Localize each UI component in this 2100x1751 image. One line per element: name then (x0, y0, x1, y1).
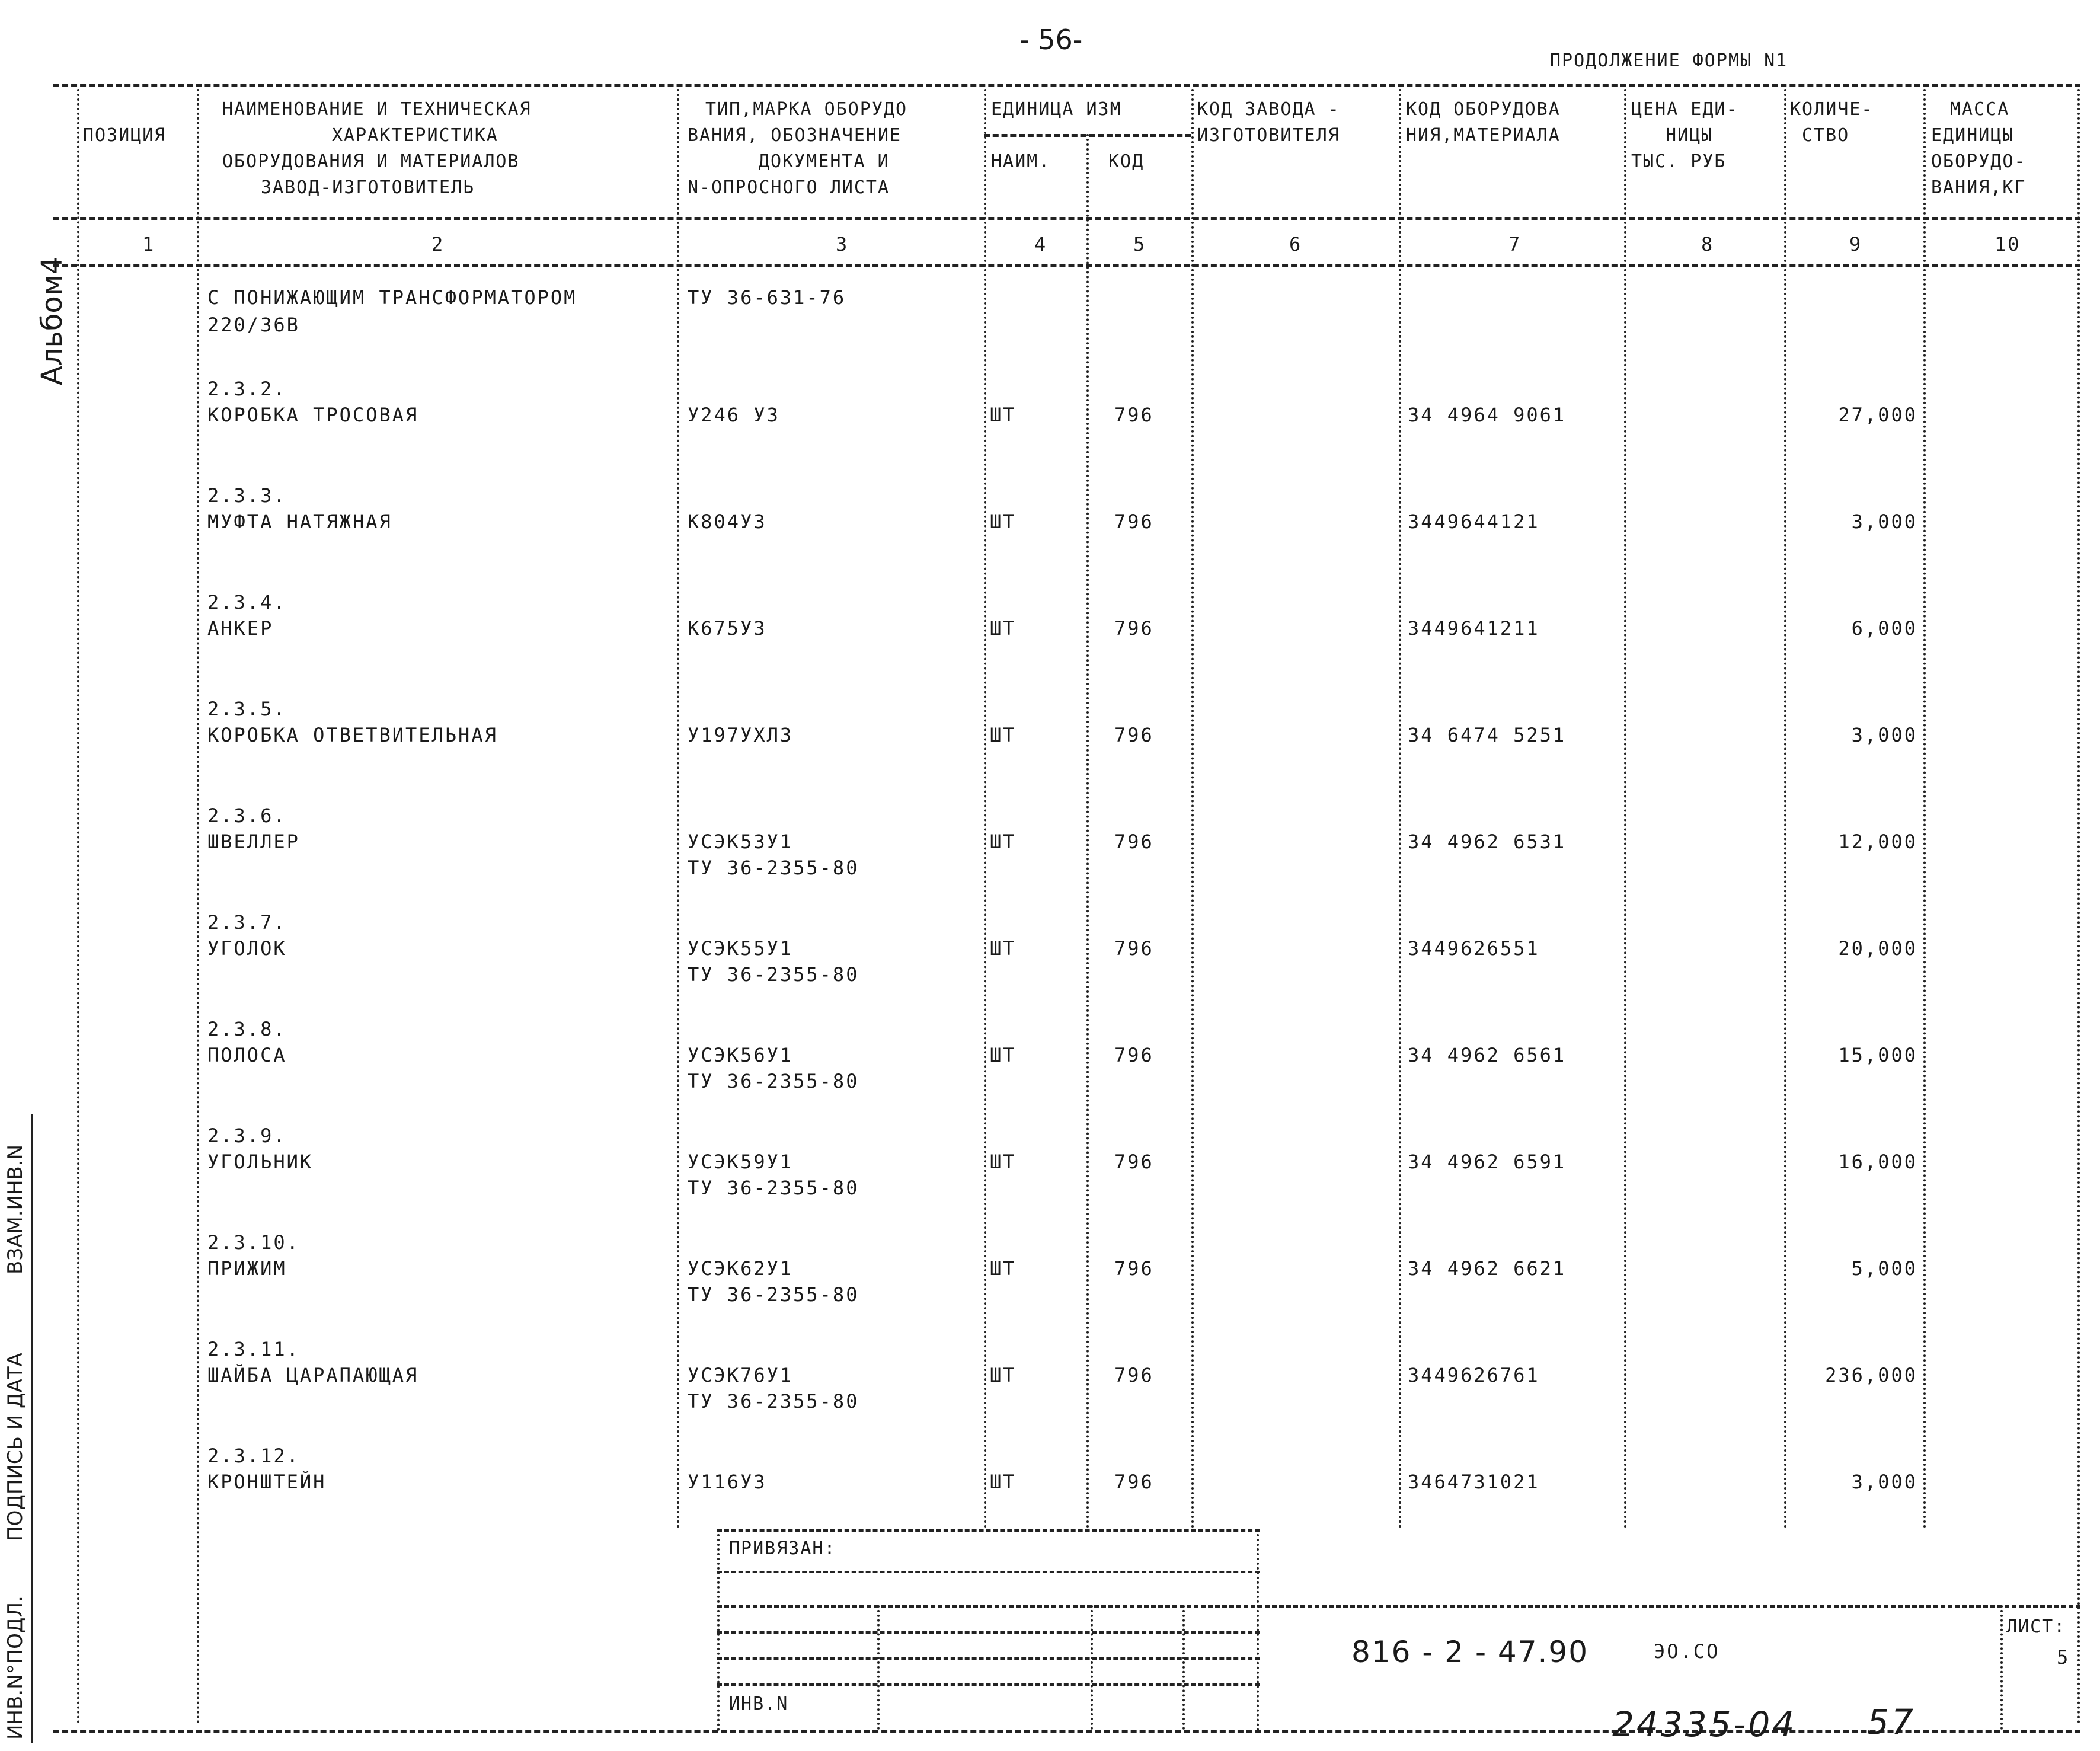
row-unit-code: 796 (1114, 404, 1154, 426)
row-name: КОРОБКА ОТВЕТВИТЕЛЬНАЯ (207, 724, 498, 746)
header-col9-line1: КОЛИЧЕ- (1790, 99, 1874, 120)
colnum-5: 5 (1133, 233, 1147, 255)
colnum-9: 9 (1849, 233, 1863, 255)
margin-stamp-frame (31, 1114, 33, 1743)
margin-label-replaced-inv: ВЗАМ.ИНВ.N (4, 1144, 27, 1274)
row-position: 2.3.12. (207, 1445, 300, 1467)
row-type: У246 У3 (688, 404, 780, 426)
row-unit-code: 796 (1114, 1257, 1154, 1280)
row-unit: ШТ (990, 830, 1017, 853)
handwritten-code: 24335-04 (1612, 1704, 1797, 1744)
header-col3-line1: ТИП,МАРКА ОБОРУДО (705, 99, 908, 120)
col-sep-8 (1784, 89, 1786, 1529)
row-name: КРОНШТЕЙН (207, 1471, 327, 1493)
row-position: 2.3.10. (207, 1231, 300, 1254)
col-sep-7 (1624, 89, 1626, 1529)
row-unit: ШТ (990, 1151, 1017, 1173)
row-equipment-code: 3449644121 (1408, 510, 1540, 533)
intro-doc: ТУ 36-631-76 (688, 286, 846, 309)
stamp-col-e (1257, 1529, 1259, 1731)
row-unit-code: 796 (1114, 830, 1154, 853)
row-name: ШВЕЛЛЕР (207, 830, 300, 853)
row-unit: ШТ (990, 1364, 1017, 1386)
row-doc: ТУ 36-2355-80 (688, 857, 859, 879)
header-col10-line4: ВАНИЯ,КГ (1931, 177, 2027, 198)
col-sep-1 (197, 89, 199, 1725)
colnum-4: 4 (1034, 233, 1048, 255)
row-unit: ШТ (990, 724, 1017, 746)
row-position: 2.3.3. (207, 484, 287, 507)
header-col10-line2: ЕДИНИЦЫ (1931, 125, 2015, 146)
row-doc: ТУ 36-2355-80 (688, 963, 859, 986)
header-unit-code: КОД (1108, 151, 1145, 172)
row-type: К675У3 (688, 617, 767, 640)
row-name: АНКЕР (207, 617, 274, 640)
row-unit: ШТ (990, 404, 1017, 426)
colnum-2: 2 (431, 233, 445, 255)
colnum-8: 8 (1701, 233, 1715, 255)
row-position: 2.3.5. (207, 698, 287, 720)
stamp-inv-label: ИНВ.N (729, 1694, 789, 1714)
col-sep-5 (1191, 89, 1194, 1529)
row-type: УСЭК59У1 (688, 1151, 794, 1173)
row-type: УСЭК53У1 (688, 830, 794, 853)
row-quantity: 16,000 (1838, 1151, 1917, 1173)
stamp-project-suffix: ЭО.СО (1654, 1640, 1720, 1663)
row-type: К804У3 (688, 510, 767, 533)
row-unit: ШТ (990, 937, 1017, 960)
row-equipment-code: 3449641211 (1408, 617, 1540, 640)
header-col8-line2: НИЦЫ (1666, 125, 1714, 146)
row-position: 2.3.8. (207, 1018, 287, 1040)
row-equipment-code: 34 4962 6621 (1408, 1257, 1567, 1280)
row-equipment-code: 3449626551 (1408, 937, 1540, 960)
col-sep-6 (1399, 89, 1401, 1529)
row-unit-code: 796 (1114, 1471, 1154, 1493)
row-unit-code: 796 (1114, 724, 1154, 746)
header-col2-line3: ОБОРУДОВАНИЯ И МАТЕРИАЛОВ (222, 151, 520, 172)
stamp-linked-label: ПРИВЯЗАН: (729, 1538, 836, 1559)
row-unit: ШТ (990, 510, 1017, 533)
row-quantity: 27,000 (1838, 404, 1917, 426)
row-quantity: 3,000 (1851, 724, 1917, 746)
handwritten-page: 57 (1867, 1702, 1916, 1742)
header-col9-line2: СТВО (1802, 125, 1850, 146)
row-quantity: 20,000 (1838, 937, 1917, 960)
row-type: УСЭК55У1 (688, 937, 794, 960)
intro-name-line1: С ПОНИЖАЮЩИМ ТРАНСФОРМАТОРОМ (207, 286, 577, 309)
stamp-rule-2 (717, 1571, 1260, 1573)
row-type: УСЭК62У1 (688, 1257, 794, 1280)
form-caption: ПРОДОЛЖЕНИЕ ФОРМЫ N1 (1550, 50, 1788, 71)
header-unit-name: НАИМ. (991, 151, 1051, 172)
page-number: - 56- (1019, 24, 1083, 56)
col-sep-3 (984, 89, 986, 1529)
stamp-col-b (877, 1605, 880, 1730)
stamp-col-d (1182, 1605, 1185, 1730)
row-quantity: 236,000 (1825, 1364, 1917, 1386)
row-doc: ТУ 36-2355-80 (688, 1177, 859, 1199)
stamp-col-f (2000, 1605, 2003, 1730)
stamp-rule-1 (717, 1529, 1260, 1532)
header-col7-line1: КОД ОБОРУДОВА (1406, 99, 1561, 120)
row-quantity: 3,000 (1851, 510, 1917, 533)
header-col1: ПОЗИЦИЯ (83, 125, 167, 146)
row-position: 2.3.7. (207, 911, 287, 934)
row-position: 2.3.6. (207, 804, 287, 827)
row-unit-code: 796 (1114, 1364, 1154, 1386)
header-col6-line1: КОД ЗАВОДА - (1197, 99, 1340, 120)
row-quantity: 15,000 (1838, 1044, 1917, 1066)
row-doc: ТУ 36-2355-80 (688, 1283, 859, 1306)
header-col3-line4: N-ОПРОСНОГО ЛИСТА (688, 177, 890, 198)
stamp-sheet-number: 5 (2057, 1646, 2070, 1669)
col-sep-9 (1923, 89, 1926, 1529)
stamp-project-code: 816 - 2 - 47.90 (1351, 1635, 1589, 1669)
header-col3-line3: ДОКУМЕНТА И (759, 151, 890, 172)
row-equipment-code: 34 4962 6591 (1408, 1151, 1567, 1173)
row-position: 2.3.9. (207, 1124, 287, 1147)
header-col3-line2: ВАНИЯ, ОБОЗНАЧЕНИЕ (688, 125, 902, 146)
row-name: ПРИЖИМ (207, 1257, 287, 1280)
row-quantity: 6,000 (1851, 617, 1917, 640)
rule-top (53, 84, 2080, 87)
col-sep-10 (2077, 89, 2080, 1725)
row-unit: ШТ (990, 1044, 1017, 1066)
colnum-10: 10 (1994, 233, 2021, 255)
row-type: У197УХЛ3 (688, 724, 794, 746)
header-col8-line1: ЦЕНА ЕДИ- (1631, 99, 1738, 120)
row-name: ШАЙБА ЦАРАПАЮЩАЯ (207, 1364, 419, 1386)
header-col2-line2: ХАРАКТЕРИСТИКА (332, 125, 498, 146)
stamp-rule-5 (717, 1657, 1260, 1660)
row-unit-code: 796 (1114, 937, 1154, 960)
row-unit: ШТ (990, 617, 1017, 640)
col-sep-4 (1086, 134, 1089, 1529)
row-equipment-code: 34 4964 9061 (1408, 404, 1567, 426)
row-unit: ШТ (990, 1257, 1017, 1280)
row-name: МУФТА НАТЯЖНАЯ (207, 510, 392, 533)
row-quantity: 3,000 (1851, 1471, 1917, 1493)
row-equipment-code: 34 4962 6561 (1408, 1044, 1567, 1066)
row-unit: ШТ (990, 1471, 1017, 1493)
album-label: Альбом4 (36, 256, 69, 385)
margin-label-signature-date: ПОДПИСЬ И ДАТА (4, 1353, 27, 1541)
col-sep-0 (77, 89, 79, 1725)
row-type: У116У3 (688, 1471, 767, 1493)
row-name: КОРОБКА ТРОСОВАЯ (207, 404, 419, 426)
rule-header-bottom (53, 217, 2080, 220)
row-equipment-code: 3449626761 (1408, 1364, 1540, 1386)
colnum-6: 6 (1289, 233, 1303, 255)
row-quantity: 5,000 (1851, 1257, 1917, 1280)
stamp-col-a (717, 1529, 720, 1731)
colnum-3: 3 (836, 233, 849, 255)
header-unit: ЕДИНИЦА ИЗМ (991, 99, 1122, 120)
row-unit-code: 796 (1114, 510, 1154, 533)
stamp-col-c (1091, 1605, 1093, 1730)
row-unit-code: 796 (1114, 617, 1154, 640)
header-col7-line2: НИЯ,МАТЕРИАЛА (1406, 125, 1561, 146)
stamp-rule-3 (717, 1605, 2080, 1608)
col-sep-2 (677, 89, 679, 1529)
row-doc: ТУ 36-2355-80 (688, 1390, 859, 1413)
stamp-sheet-label: ЛИСТ: (2006, 1616, 2066, 1637)
colnum-1: 1 (142, 233, 156, 255)
row-unit-code: 796 (1114, 1151, 1154, 1173)
row-type: УСЭК76У1 (688, 1364, 794, 1386)
header-col10-line1: МАССА (1950, 99, 2010, 120)
header-col2-line1: НАИМЕНОВАНИЕ И ТЕХНИЧЕСКАЯ (222, 99, 532, 120)
row-position: 2.3.2. (207, 378, 287, 400)
rule-colnum-bottom (53, 264, 2080, 267)
row-name: УГОЛОК (207, 937, 287, 960)
header-col8-line3: ТЫС. РУБ (1631, 151, 1727, 172)
row-equipment-code: 34 6474 5251 (1408, 724, 1567, 746)
stamp-rule-4 (717, 1631, 1260, 1634)
row-name: ПОЛОСА (207, 1044, 287, 1066)
row-position: 2.3.11. (207, 1338, 300, 1360)
row-equipment-code: 3464731021 (1408, 1471, 1540, 1493)
stamp-rule-6 (717, 1683, 1260, 1686)
row-equipment-code: 34 4962 6531 (1408, 830, 1567, 853)
header-col6-line2: ИЗГОТОВИТЕЛЯ (1197, 125, 1340, 146)
row-position: 2.3.4. (207, 591, 287, 614)
row-unit-code: 796 (1114, 1044, 1154, 1066)
margin-label-inv-orig: ИНВ.N°ПОДЛ. (4, 1596, 27, 1740)
row-name: УГОЛЬНИК (207, 1151, 314, 1173)
intro-name-line2: 220/36В (207, 314, 300, 336)
row-doc: ТУ 36-2355-80 (688, 1070, 859, 1092)
colnum-7: 7 (1508, 233, 1522, 255)
row-quantity: 12,000 (1838, 830, 1917, 853)
row-type: УСЭК56У1 (688, 1044, 794, 1066)
header-col10-line3: ОБОРУДО- (1931, 151, 2027, 172)
header-col2-line4: ЗАВОД-ИЗГОТОВИТЕЛЬ (261, 177, 475, 198)
